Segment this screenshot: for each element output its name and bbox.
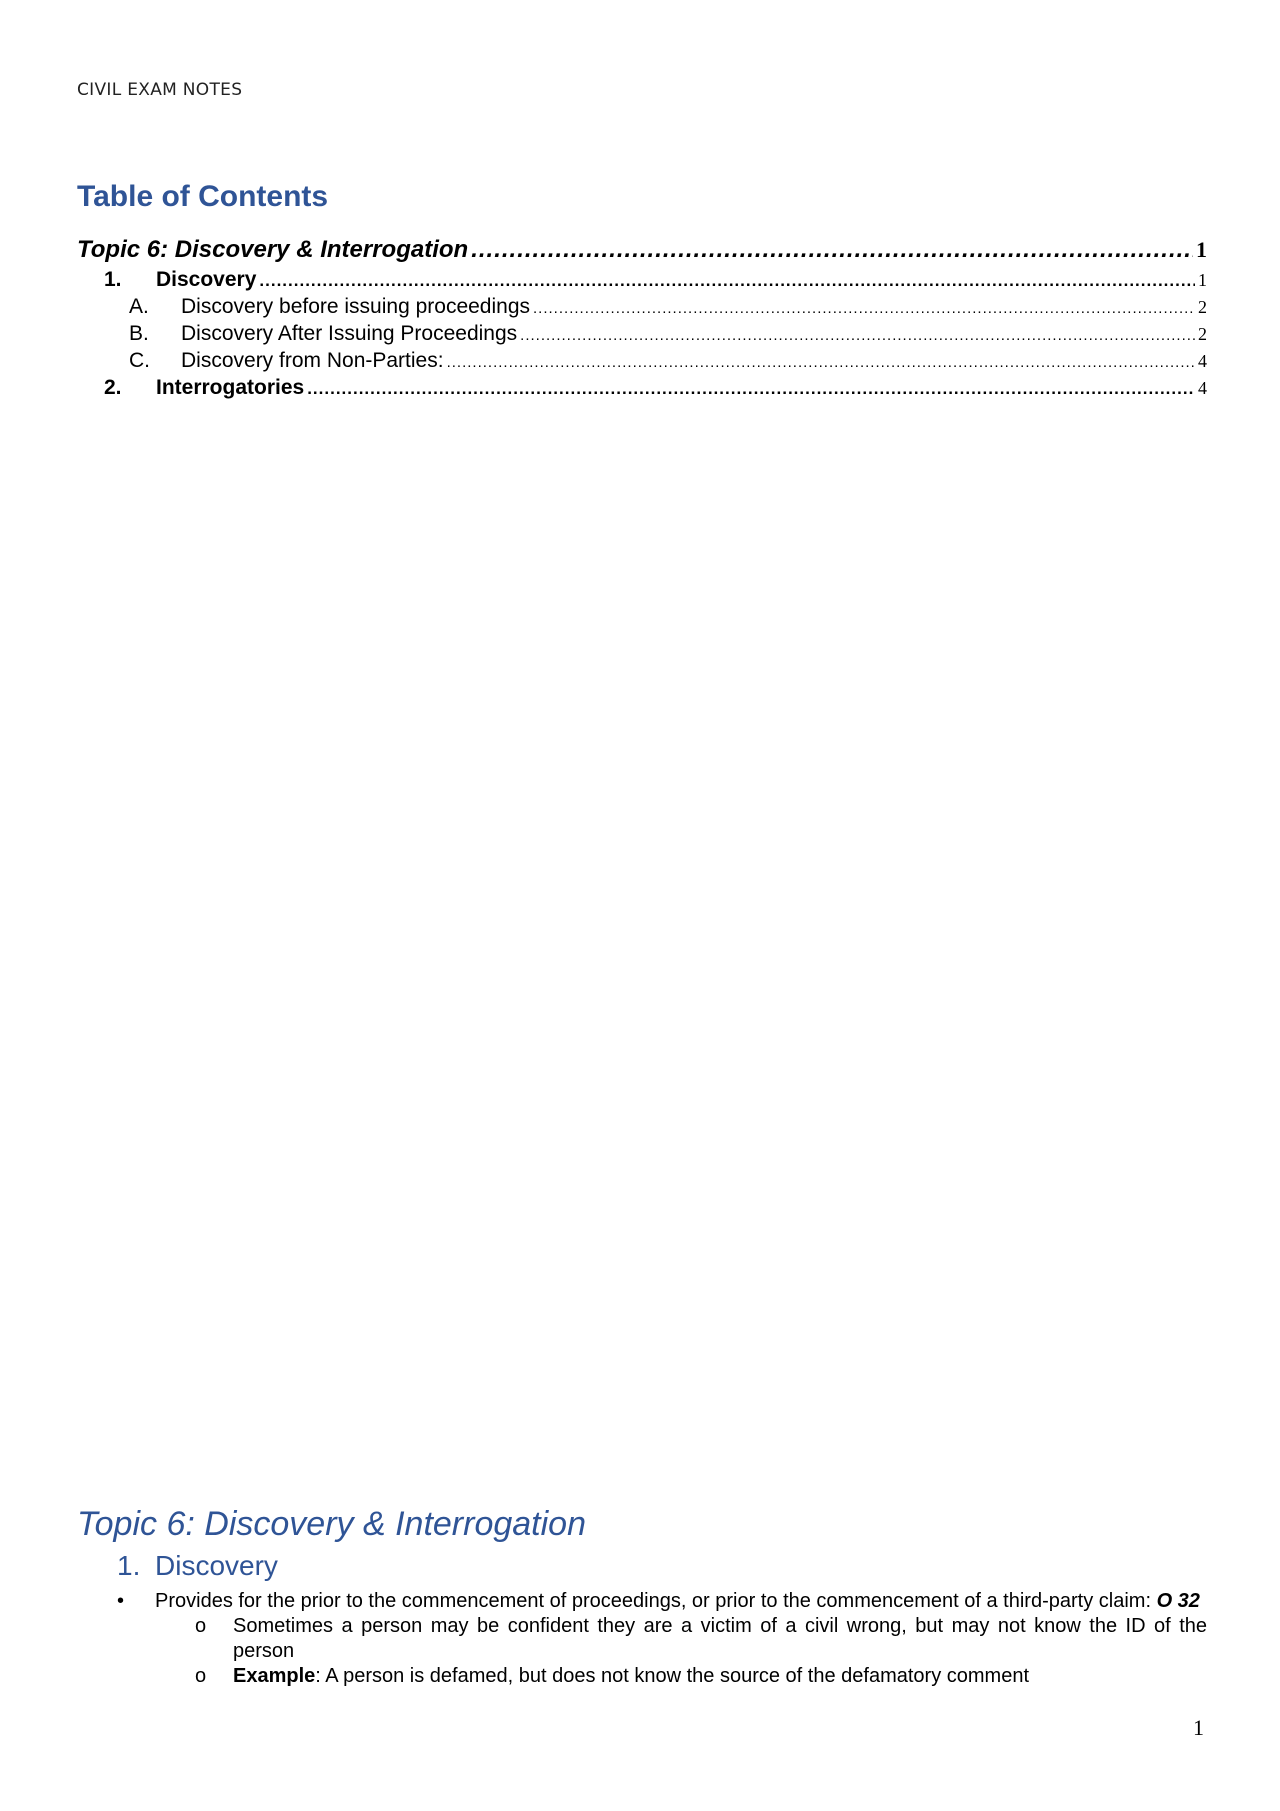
page-header: CIVIL EXAM NOTES	[77, 80, 243, 100]
toc-entry-label: Discovery from Non-Parties:	[181, 349, 444, 372]
toc-leader-dots	[520, 327, 1195, 344]
toc-entry-discovery[interactable]	[77, 268, 1207, 295]
toc-entry-topic-6[interactable]	[77, 236, 1207, 268]
toc-entry-label: Discovery	[156, 268, 257, 291]
toc-entry-number: 1.	[104, 268, 122, 291]
toc-leader-dots	[447, 354, 1195, 371]
page-number: 1	[1193, 1715, 1204, 1740]
toc-entry-number: B.	[129, 322, 149, 345]
toc-entry-page: 1	[1196, 237, 1207, 262]
toc-leader-dots	[259, 271, 1195, 291]
toc-entry-label: Discovery before issuing proceedings	[181, 295, 531, 318]
toc-entry-number: 2.	[104, 376, 122, 399]
list-item	[117, 1589, 1207, 1614]
toc-leader-dots	[533, 300, 1195, 317]
toc-entry-page: 1	[1198, 270, 1207, 290]
toc-entry-page: 4	[1198, 351, 1207, 371]
toc-entry-number: C.	[129, 349, 150, 372]
toc-entry-discovery-before[interactable]	[77, 295, 1207, 322]
table-of-contents	[77, 236, 1207, 403]
sub-bullet-icon: o	[195, 1665, 207, 1687]
sub-list-item-text: Sometimes a person may be confident they are a victim of a civil wrong, but may not know the ID of the person	[233, 1615, 1207, 1662]
toc-leader-dots	[307, 379, 1195, 399]
toc-entry-page: 2	[1198, 324, 1207, 344]
toc-entry-discovery-after[interactable]	[77, 322, 1207, 349]
toc-entry-page: 2	[1198, 297, 1207, 317]
bullet-icon: •	[117, 1590, 125, 1612]
section-number: 1.	[117, 1550, 141, 1581]
topic-heading: Topic 6: Discovery & Interrogation	[77, 1505, 586, 1543]
toc-entry-label: Interrogatories	[156, 376, 305, 399]
citation: O 32	[1156, 1590, 1200, 1612]
section-title: Discovery	[155, 1550, 278, 1581]
toc-entry-discovery-non-parties[interactable]	[77, 349, 1207, 376]
toc-entry-label: Topic 6: Discovery & Interrogation	[77, 236, 469, 263]
toc-entry-page: 4	[1198, 378, 1207, 398]
sub-list-item-text: : A person is defamed, but does not know the source of the defamatory comment	[315, 1665, 1030, 1687]
section-heading	[117, 1550, 278, 1582]
toc-title: Table of Contents	[77, 180, 329, 213]
toc-leader-dots	[471, 236, 1193, 264]
sub-bullet-icon: o	[195, 1615, 207, 1637]
notes-list	[117, 1589, 1207, 1689]
sub-list-item	[117, 1664, 1207, 1689]
toc-entry-label: Discovery After Issuing Proceedings	[181, 322, 518, 345]
example-label: Example	[233, 1665, 316, 1687]
list-item-text: Provides for the prior to the commencement of proceedings, or prior to the commencement of a third-party claim:	[155, 1590, 1157, 1612]
toc-entry-number: A.	[129, 295, 149, 318]
toc-entry-interrogatories[interactable]	[77, 376, 1207, 403]
sub-list-item	[117, 1614, 1207, 1664]
